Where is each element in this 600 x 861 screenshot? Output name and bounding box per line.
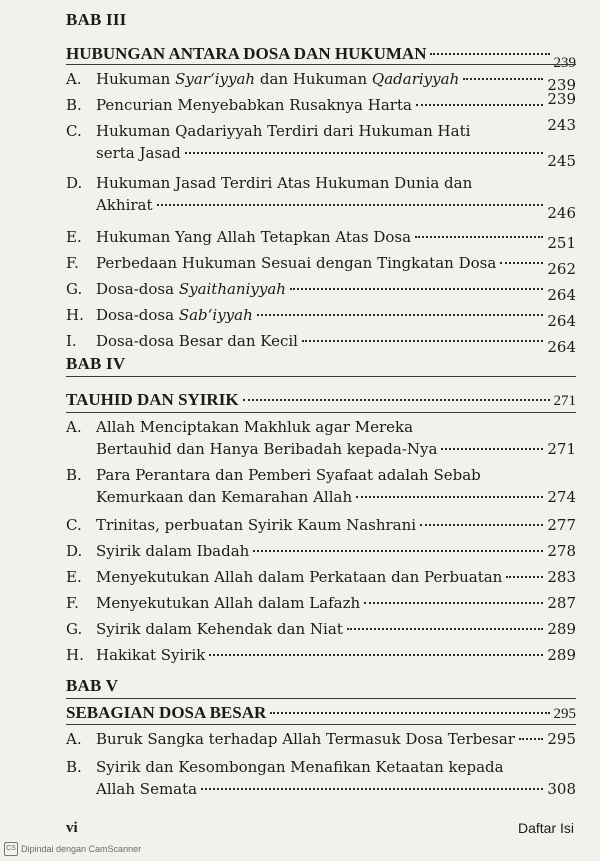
dot-leader	[209, 654, 543, 656]
chapter-label: BAB IV	[66, 354, 126, 373]
camscanner-icon: CS	[4, 842, 18, 856]
page-number: 251	[547, 234, 576, 252]
entry-title: Hukuman Yang Allah Tetapkan Atas Dosa	[96, 228, 412, 246]
entry-letter: B.	[66, 758, 82, 776]
entry-letter: A.	[66, 70, 82, 88]
page-number: 274	[547, 488, 576, 506]
entry-letter: D.	[66, 542, 83, 560]
entry-title: Dosa-dosa Sab‘iyyah	[96, 306, 253, 324]
entry-title: Hukuman Syar‘iyyah dan Hukuman Qadariyyah	[96, 70, 460, 88]
scanner-text: Dipindai dengan CamScanner	[21, 844, 142, 854]
dot-leader	[356, 496, 543, 498]
page-number: 289	[547, 646, 576, 664]
dot-leader	[157, 204, 544, 206]
dot-leader	[185, 152, 544, 154]
divider-rule	[66, 64, 576, 65]
chapter-title-row	[66, 390, 576, 410]
page-number: 271	[547, 440, 576, 458]
entry-letter: E.	[66, 228, 82, 246]
dot-leader	[290, 288, 543, 290]
dot-leader	[243, 399, 550, 401]
chapter-label: BAB V	[66, 676, 119, 695]
entry-letter: A.	[66, 418, 82, 436]
dot-leader	[430, 53, 549, 55]
entry-title: Menyekutukan Allah dalam Perkataan dan Perbuatan	[96, 568, 503, 586]
entry-title-continued: Kemurkaan dan Kemarahan Allah	[96, 488, 353, 506]
entry-title-continued: Bertauhid dan Hanya Beribadah kepada-Nya	[96, 440, 438, 458]
entry-title: Pencurian Menyebabkan Rusaknya Harta	[96, 96, 412, 114]
entry-letter: F.	[66, 594, 79, 612]
page-number: 262	[547, 260, 576, 278]
page-number: 308	[547, 780, 576, 798]
page-number: 239	[547, 76, 576, 94]
chapter-title: TAUHID DAN SYIRIK	[66, 390, 239, 409]
dot-leader	[302, 340, 543, 342]
entry-title-continued: serta Jasad	[96, 144, 181, 162]
dot-leader	[463, 78, 543, 80]
entry-title: Hakikat Syirik	[96, 646, 206, 664]
entry-title: Syirik dalam Ibadah	[96, 542, 250, 560]
entry-title: Dosa-dosa Besar dan Kecil	[96, 332, 298, 350]
dot-leader	[253, 550, 543, 552]
entry-letter: G.	[66, 280, 83, 298]
entry-letter: A.	[66, 730, 82, 748]
entry-title: Trinitas, perbuatan Syirik Kaum Nashrani	[96, 516, 417, 534]
entry-title-continued: Akhirat	[96, 196, 153, 214]
dot-leader	[416, 104, 543, 106]
entry-letter: F.	[66, 254, 79, 272]
page-number: 295	[547, 730, 576, 748]
entry-title: Menyekutukan Allah dalam Lafazh	[96, 594, 361, 612]
page-number: 277	[547, 516, 576, 534]
entry-title: Dosa-dosa Syaithaniyyah	[96, 280, 286, 298]
entry-letter: I.	[66, 332, 77, 350]
divider-rule	[66, 724, 576, 725]
chapter-title-row	[66, 44, 576, 71]
dot-leader	[441, 448, 543, 450]
divider-rule	[66, 698, 576, 699]
dot-leader	[519, 738, 543, 740]
page-number: 239	[553, 55, 576, 71]
page-number: 289	[547, 620, 576, 638]
entry-title: Para Perantara dan Pemberi Syafaat adalah Sebab	[96, 466, 481, 484]
dot-leader	[201, 788, 543, 790]
entry-letter: D.	[66, 174, 83, 192]
page-number: 264	[547, 338, 576, 356]
entry-letter: B.	[66, 96, 82, 114]
scanner-watermark	[4, 842, 141, 856]
chapter-title: SEBAGIAN DOSA BESAR	[66, 703, 267, 722]
dot-leader	[500, 262, 543, 264]
entry-title-continued: Allah Semata	[96, 780, 198, 798]
dot-leader	[347, 628, 544, 630]
dot-leader	[270, 712, 549, 714]
divider-rule	[66, 376, 576, 377]
chapter-title: HUBUNGAN ANTARA DOSA DAN HUKUMAN	[66, 44, 427, 63]
chapter-label: BAB III	[66, 10, 127, 29]
entry-title: Hukuman Jasad Terdiri Atas Hukuman Dunia dan	[96, 174, 473, 192]
page-number: 246	[547, 204, 576, 222]
entry-letter: H.	[66, 306, 84, 324]
page-number: 264	[547, 312, 576, 330]
entry-letter: G.	[66, 620, 83, 638]
page-number: 295	[553, 706, 576, 722]
page-number-roman: vi	[66, 820, 78, 836]
entry-title: Allah Menciptakan Makhluk agar Mereka	[96, 418, 414, 436]
entry-letter: C.	[66, 516, 82, 534]
entry-letter: H.	[66, 646, 84, 664]
entry-title: Perbedaan Hukuman Sesuai dengan Tingkatan Dosa	[96, 254, 497, 272]
page-number: 239	[547, 90, 576, 108]
entry-letter: B.	[66, 466, 82, 484]
dot-leader	[364, 602, 543, 604]
entry-title: Syirik dan Kesombongan Menafikan Ketaatan kepada	[96, 758, 504, 776]
dot-leader	[257, 314, 544, 316]
entry-letter: E.	[66, 568, 82, 586]
entry-title: Buruk Sangka terhadap Allah Termasuk Dosa Terbesar	[96, 730, 515, 748]
dot-leader	[506, 576, 543, 578]
page-number: 278	[547, 542, 576, 560]
divider-rule	[66, 412, 576, 413]
page-number: 243	[547, 116, 576, 134]
entry-title: Syirik dalam Kehendak dan Niat	[96, 620, 343, 638]
dot-leader	[420, 524, 543, 526]
entry-letter: C.	[66, 122, 82, 140]
chapter-title-row	[66, 703, 576, 723]
page-number: 287	[547, 594, 576, 612]
page-number: 245	[547, 152, 576, 170]
dot-leader	[415, 236, 543, 238]
page-number: 271	[553, 393, 576, 409]
page-number: 264	[547, 286, 576, 304]
running-footer: Daftar Isi	[517, 820, 574, 836]
page-number: 283	[547, 568, 576, 586]
entry-title: Hukuman Qadariyyah Terdiri dari Hukuman Hati	[96, 122, 471, 140]
